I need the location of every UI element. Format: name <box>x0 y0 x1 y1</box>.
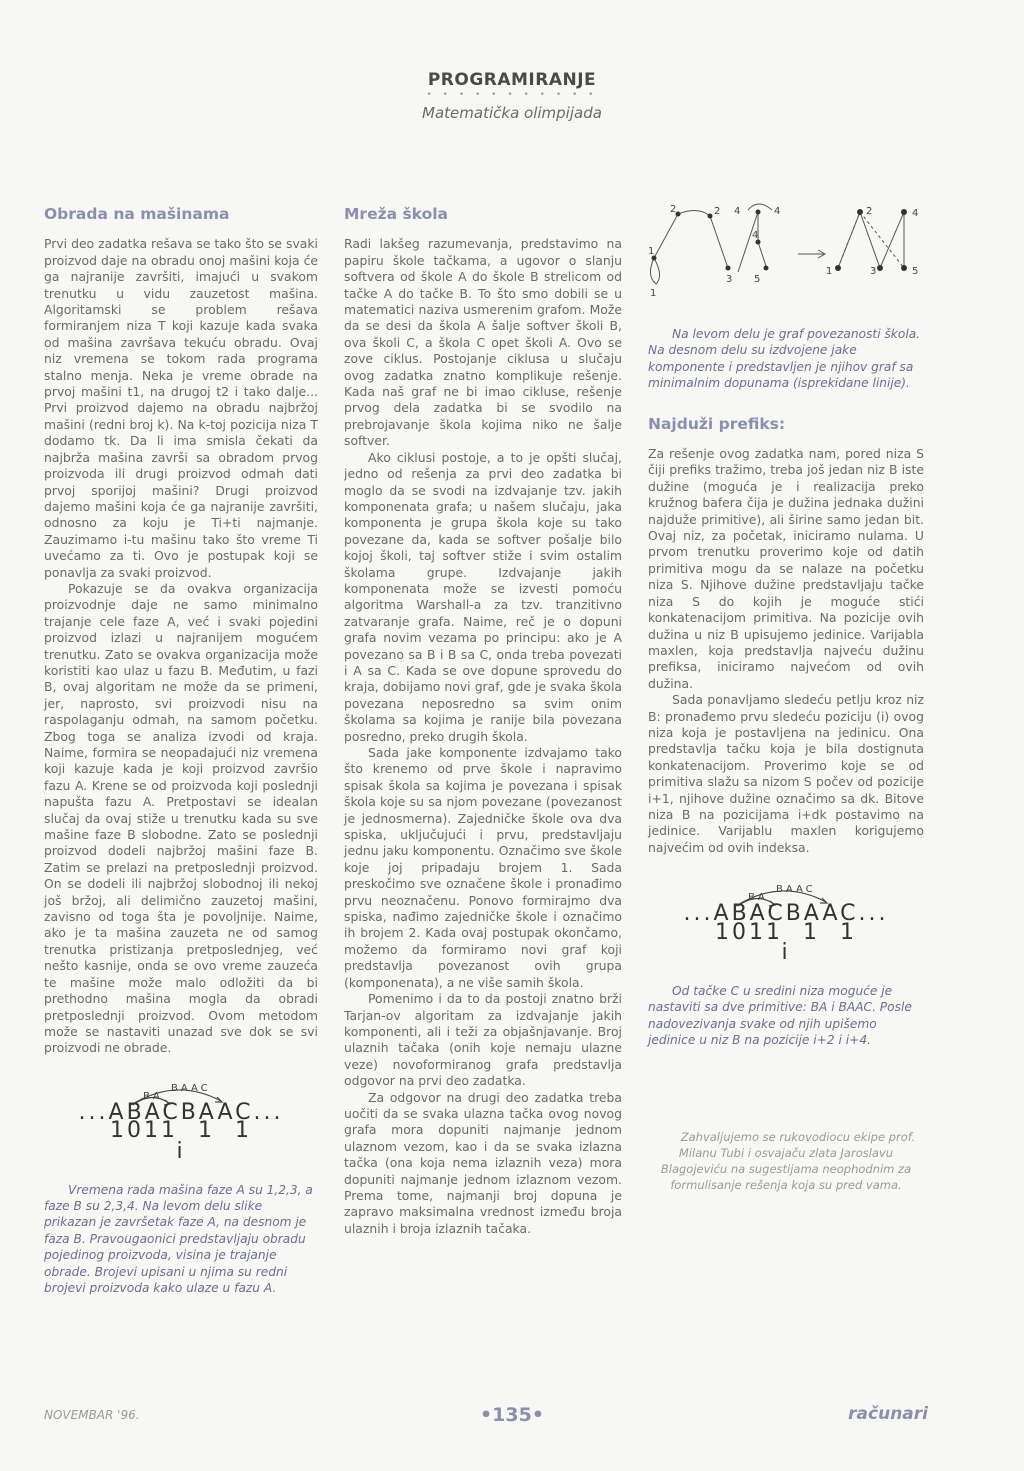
header-dots: • • • • • • • • • • • <box>426 90 598 100</box>
acknowledgement: Zahvaljujemo se rukovodiocu ekipe prof. Milanu Tubi i osvajaču zlata Jaroslavu Blagojeviću na sugestijama neophodnim za formulisanje rešenja koja su pred vama. <box>660 1129 916 1192</box>
paragraph: Pokazuje se da ovakva organizacija proizvodnje daje ne samo minimalno trajanje cele faze A, već i svaki pojedini proizvod izlazi u najranijem mogućem trenutku. Zato se ovakva organizacija može koristiti kao ulaz u fazu B. Međutim, u fazi B, ovaj algoritam ne može da se primeni, jer, naprosto, svi proizvodi nisu na raspolaganju odmah, na samom početku. Zbog toga se analiza izvodi od kraja. Naime, formira se neopadajući niz vremena koji kazuje kada je koji proizvod završio fazu A. Krene se od proizvoda koji poslednji napušta fazu A. Pretpostavi se idealan slučaj da ovaj stiže u trenutku kada su sve mašine faze B slobodne. Zato se poslednji proizvod dodeli najbržoj mašini faze B. Zatim se prelazi na pretposlednji proizvod. On se dodeli ili najbržoj slobodnoj ili nekoj još bržoj, ali delimično zauzetoj mašini, zavisno od toga šta je povoljnije. Naime, ako je ta mašina zauzeta ne od samog trenutka pristizanja pretposlednjeg, već nešto kasnije, onda se ovo vreme zauzeća te mašine može malo odložiti da bi prethodno mašina mogla da obradi pretposlednji proizvod. Ovom metodom može se nastaviti unazad sve dok se svi proizvodi ne obrade. <box>44 580 318 1056</box>
section-subtitle: Matematička olimpijada <box>422 104 602 122</box>
paragraph: Pomenimo i da to da postoji znatno brži Tarjan-ov algoritam za izdvajanje jakih komponenti, ali i teži za objašnjavanje. Broj ulaznih tačaka (onih koje nemaju ulazne veze) novoformiranog grafa predstavlja odgovor na prvi deo zadatka. <box>344 991 622 1089</box>
bit-values: 1011 1 1 <box>715 919 857 945</box>
figure-caption: Od tačke C u sredini niza moguće je nastaviti sa dve primitive: BA i BAAC. Posle nadovezivanja svake od njih upišemo jedinice u niz B na pozicije i+2 i i+4. <box>648 984 912 1048</box>
paragraph: Za rešenje ovog zadatka nam, pored niza S čiji prefiks tražimo, treba još jedan niz B iste dužine (moguća je i realizacija preko kružnog bafera čija je dužina jednaka dužini najduže primitive), ali širine samo jedan bit. Ovaj niz, za početak, iniciramo nulama. U prvom trenutku proverimo koje od datih primitiva mogu da se nalaze na početku niza S. Njihove dužine predstavljaju tačke niza S do kojih je moguće stići konkatenacijom primitiva. Na pozicije ovih dužina u niz B upisujemo jedinice. Varijabla maxlen, koja predstavlja najveću dužinu prefiksa, iniciramo najvećom od ovih dužina. <box>648 446 924 691</box>
arc-label-outer: BAAC <box>171 1082 211 1094</box>
node-label: 3 <box>726 274 733 285</box>
paragraph: Za odgovor na drugi deo zadatka treba uočiti da se svaka ulazna tačka ovog novog grafa mora dopuniti najmanje jednom ulaznom vezom, kao i da se svaka izlazna tačka (ona koja nema izlaznih veza) mora dopuniti najmanje jednom izlaznom vezom. Prema tome, najmanji broj dopuna je zapravo maksimalna vrednost između broja ulaznih i broja izlaznih tačaka. <box>344 1089 622 1236</box>
page-number: •135• <box>480 1404 544 1426</box>
issue-date: NOVEMBAR '96. <box>44 1408 140 1422</box>
node-label: 2 <box>714 206 721 217</box>
column-machines <box>44 206 318 1296</box>
column-prefix <box>648 196 924 1193</box>
index-marker: i <box>176 1138 186 1164</box>
node-label: 1 <box>650 288 657 299</box>
node-label: 2 <box>866 206 873 217</box>
node-label: 4 <box>912 208 919 219</box>
arc-label-inner: BA <box>748 892 768 904</box>
magazine-logo: računari <box>848 1404 928 1424</box>
column-school-network <box>344 206 622 1237</box>
sequence-text: ...ABACBAAC... <box>683 901 889 927</box>
paragraph: Ako ciklusi postoje, a to je opšti slučaj, jedno od rešenja za prvi deo zadatka bi moglo da se svodi na izdvajanje tzv. jakih komponenata grafa; u našem slučaju, jaka komponenta je grupa škola koje su tako povezane da, kada se softver pošalje bilo kojoj školi, taj softver stiže i svim ostalim školama grupe. Izdvajanje jakih komponenata može se izvesti pomoću algoritma Warshall-a za tzv. tranzitivno zatvaranje grafa. Naime, reč je o dopuni grafa novim vezama po principu: ako je A povezano sa B i B sa C, onda treba povezati i A sa C. Kada se ove dopune sprovedu do kraja, dobijamo novi graf, gde je svaka škola povezana neposredno sa svim onim školama sa kojima je ranije bila povezana posredno, preko drugih škola. <box>344 449 622 744</box>
node-label: 4 <box>774 206 781 217</box>
arc-label-inner: BA <box>143 1090 163 1102</box>
figure-caption: Na levom delu je graf povezanosti škola. Na desnom delu su izdvojene jake komponente i predstavljen je njihov graf sa minimalnim dopunama (isprekidane linije). <box>648 327 921 391</box>
node-label: 2 <box>670 204 677 215</box>
paragraph: Sada ponavljamo sledeću petlju kroz niz B: pronađemo prvu sledeću poziciju (i) ovog niza koja je postavljena na jedinicu. Ona predstavlja tačku koja je bila dostignuta konkatenacijom. Proverimo koje se od primitiva slažu sa nizom S počev od pozicije i+1, njihove dužine označimo sa dk. Bitove niza B na pozicijama i+dk postavimo na jedinice. Varijablu maxlen korigujemo najvećim od ovih indeksa. <box>648 692 924 855</box>
node-label: 5 <box>912 266 919 277</box>
index-marker: i <box>781 940 791 965</box>
node-label: 1 <box>648 246 655 257</box>
sequence-diagram <box>44 1079 318 1164</box>
paragraph: Sada jake komponente izdvajamo tako što krenemo od prve škole i napravimo spisak škola sa kojima je povezana i spisak škola koje su sa njom povezane (povezanost je jednosmerna). Zajedničke škole ova dva spiska, uključujući i prvu, predstavljaju jednu jaku komponentu. Označimo sve škole koje joj pripadaju brojem 1. Sada preskočimo sve označene škole i pronađimo prvu neoznačenu. Ponovo formirajmo dva spiska, nađimo zajedničke škole i označimo ih brojem 2. Kada ovaj postupak okončamo, možemo da formiramo novi graf koji predstavlja povezanost ovih grupa (komponenata), a ne više samih škola. <box>344 745 622 990</box>
sequence-text: ...ABACBAAC... <box>78 1099 284 1125</box>
paragraph: Prvi deo zadatka rešava se tako što se svaki proizvod daje na obradu onoj mašini koja će ga najranije završiti, imajući u svakom trenutku u vidu zauzetost mašina. Algoritamski se problem rešava formiranjem niza T koji kazuje kada svaka od mašina završava tekuću obradu. Ovaj niz vremena se tokom rada programa stalno menja. Neka je vreme obrade na prvoj mašini t1, na drugoj t2 i tako dalje... Prvi proizvod dajemo na obradu najbržoj mašini (redni broj k). Na k-toj pozicija niza T dodamo tk. Da li ima smisla čekati da najbrža mašina završi sa obradom prvog proizvoda ili drugi proizvod odmah dati prvoj sporijoj mašini? Drugi proizvod dajemo mašini koja će ga najranije završiti, odnosno za koju je Ti+ti najmanje. Zauzimamo i-tu mašinu tako što vreme Ti uvećamo za ti. Ovo je postupak koji se ponavlja za svaki proizvod. <box>44 236 318 580</box>
school-graph-diagram <box>648 196 924 306</box>
heading-longest-prefix: Najduži prefiks: <box>648 414 786 433</box>
heading-machines: Obrada na mašinama <box>44 205 230 223</box>
node-label: 1 <box>826 266 833 277</box>
heading-school-network: Mreža škola <box>344 205 448 223</box>
node-label: 3 <box>870 266 877 277</box>
bit-values: 1011 1 1 <box>110 1118 252 1144</box>
node-label: 4 <box>734 206 741 217</box>
node-label: 4 <box>752 230 759 241</box>
figure-caption: Vremena rada mašina faze A su 1,2,3, a faze B su 2,3,4. Na levom delu slike prikazan je završetak faze A, na desnom je faza B. Pravougaonici predstavljaju obradu pojedinog proizvoda, visina je trajanje obrade. Brojevi upisani u njima su redni brojevi proizvoda kako ulaze u fazu A. <box>44 1182 313 1295</box>
paragraph: Radi lakšeg razumevanja, predstavimo na papiru škole tačkama, a ugovor o slanju softvera od škole A do škole B strelicom od tačke A do tačke B. To što smo dobili se u matematici naziva usmerenim grafom. Može da se desi da škola A šalje softver školi B, ova školi C, a škola C opet školi A. Ovo se zove ciklus. Postojanje ciklusa u slučaju ovog zadatka znatno komplikuje rešenje. Kada naš graf ne bi imao cikluse, rešenje prvog dela zadatka bi se svodilo na prebrojavanje škola kojima niko ne šalje softver. <box>344 236 622 449</box>
arc-label-outer: BAAC <box>776 884 816 896</box>
node-label: 5 <box>754 274 761 285</box>
section-title: PROGRAMIRANJE <box>427 70 597 90</box>
sequence-diagram <box>648 880 924 965</box>
